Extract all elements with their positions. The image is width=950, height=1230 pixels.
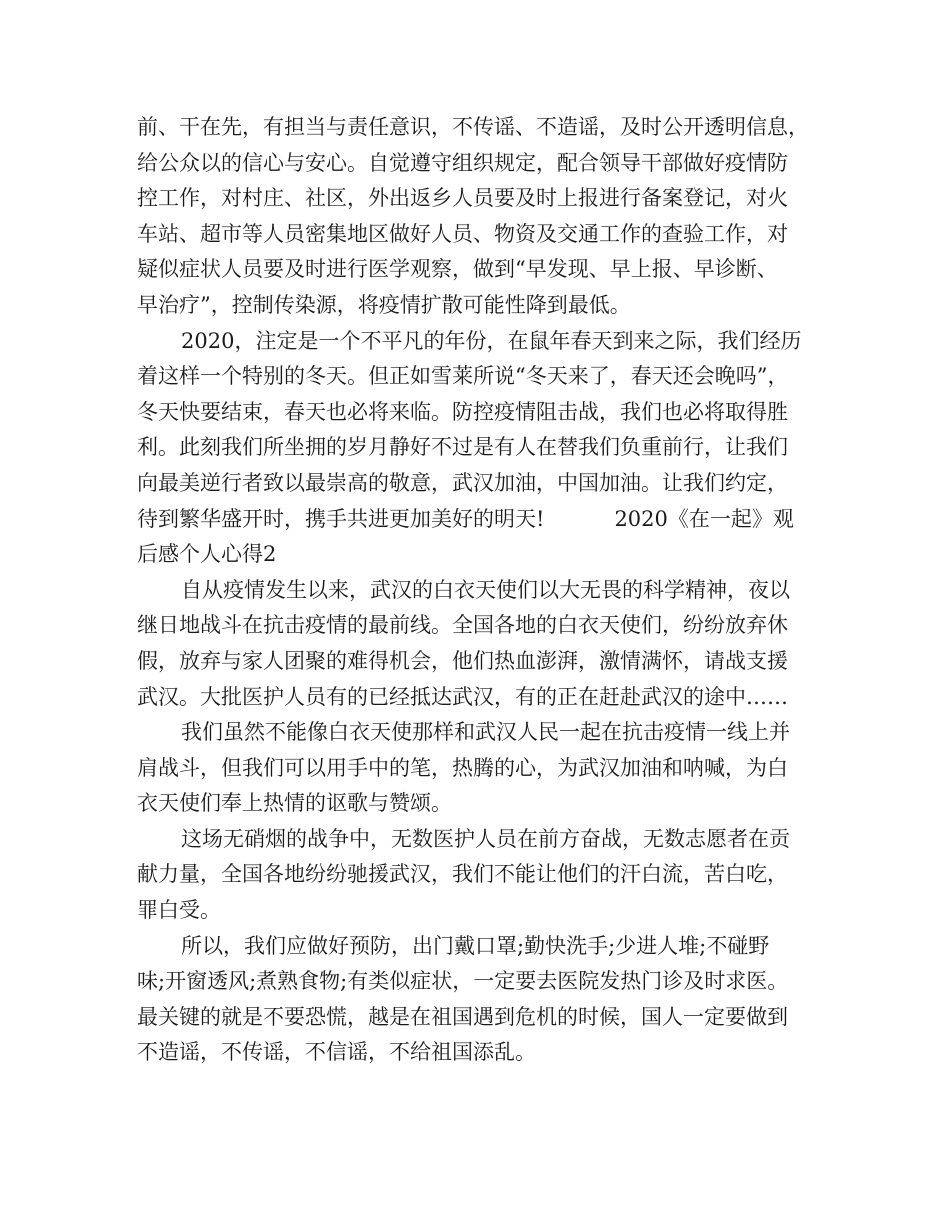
text-segment: 待到繁华盛开时，携手共进更加美好的明天! [137, 506, 545, 531]
text-line: 给公众以的信心与安心。自觉遵守组织规定，配合领导干部做好疫情防 [137, 150, 788, 175]
text-line: 最关键的就是不要恐慌，越是在祖国遇到危机的时候，国人一定要做到 [137, 1004, 788, 1029]
text-line: 着这样一个特别的冬天。但正如雪莱所说“冬天来了，春天还会晚吗”， [137, 364, 789, 389]
text-line: 冬天快要结束，春天也必将来临。防控疫情阻击战，我们也必将取得胜 [137, 399, 788, 424]
text-line: 早治疗”，控制传染源，将疫情扩散可能性降到最低。 [137, 292, 631, 317]
text-line: 控工作，对村庄、社区，外出返乡人员要及时上报进行备案登记，对火 [137, 186, 788, 211]
text-line: 不造谣，不传谣，不信谣，不给祖国添乱。 [137, 1040, 536, 1065]
paragraph-start-line: 这场无硝烟的战争中，无数医护人员在前方奋战，无数志愿者在贡 [181, 826, 790, 851]
text-line-with-heading [137, 502, 827, 538]
text-line: 继日地战斗在抗击疫情的最前线。全国各地的白衣天使们，纷纷放弃休 [137, 613, 788, 638]
text-line: 向最美逆行者致以最崇高的敬意，武汉加油，中国加油。让我们约定， [137, 470, 788, 495]
text-line: 假，放弃与家人团聚的难得机会，他们热血澎湃，激情满怀，请战支援 [137, 648, 788, 673]
text-line: 武汉。大批医护人员有的已经抵达武汉，有的正在赶赴武汉的途中…… [137, 684, 788, 709]
text-line: 味;开窗透风;煮熟食物;有类似症状，一定要去医院发热门诊及时求医。 [137, 969, 789, 994]
paragraph-start-line: 2020，注定是一个不平凡的年份，在鼠年春天到来之际，我们经历 [181, 328, 802, 353]
text-line: 利。此刻我们所坐拥的岁月静好不过是有人在替我们负重前行，让我们 [137, 435, 788, 460]
text-line: 车站、超市等人员密集地区做好人员、物资及交通工作的查验工作，对 [137, 221, 788, 246]
text-line: 疑似症状人员要及时进行医学观察，做到“早发现、早上报、早诊断、 [137, 257, 778, 282]
text-line: 罪白受。 [137, 898, 221, 923]
paragraph-start-line: 自从疫情发生以来，武汉的白衣天使们以大无畏的科学精神，夜以 [181, 577, 790, 602]
text-line: 献力量，全国各地纷纷驰援武汉，我们不能让他们的汗白流，苦白吃， [137, 862, 788, 887]
text-line: 肩战斗，但我们可以用手中的笔，热腾的心，为武汉加油和呐喊，为白 [137, 755, 788, 780]
text-line: 前、干在先，有担当与责任意识，不传谣、不造谣，及时公开透明信息， [137, 115, 809, 139]
paragraph-start-line: 所以，我们应做好预防，出门戴口罩;勤快洗手;少进人堆;不碰野 [181, 933, 770, 958]
paragraph-start-line: 我们虽然不能像白衣天使那样和武汉人民一起在抗击疫情一线上并 [181, 720, 790, 745]
section-heading-end: 后感个人心得2 [137, 542, 277, 567]
document-body [137, 110, 827, 1071]
section-heading-start: 2020《在一起》观 [614, 506, 794, 531]
text-line: 衣天使们奉上热情的讴歌与赞颂。 [137, 791, 452, 816]
